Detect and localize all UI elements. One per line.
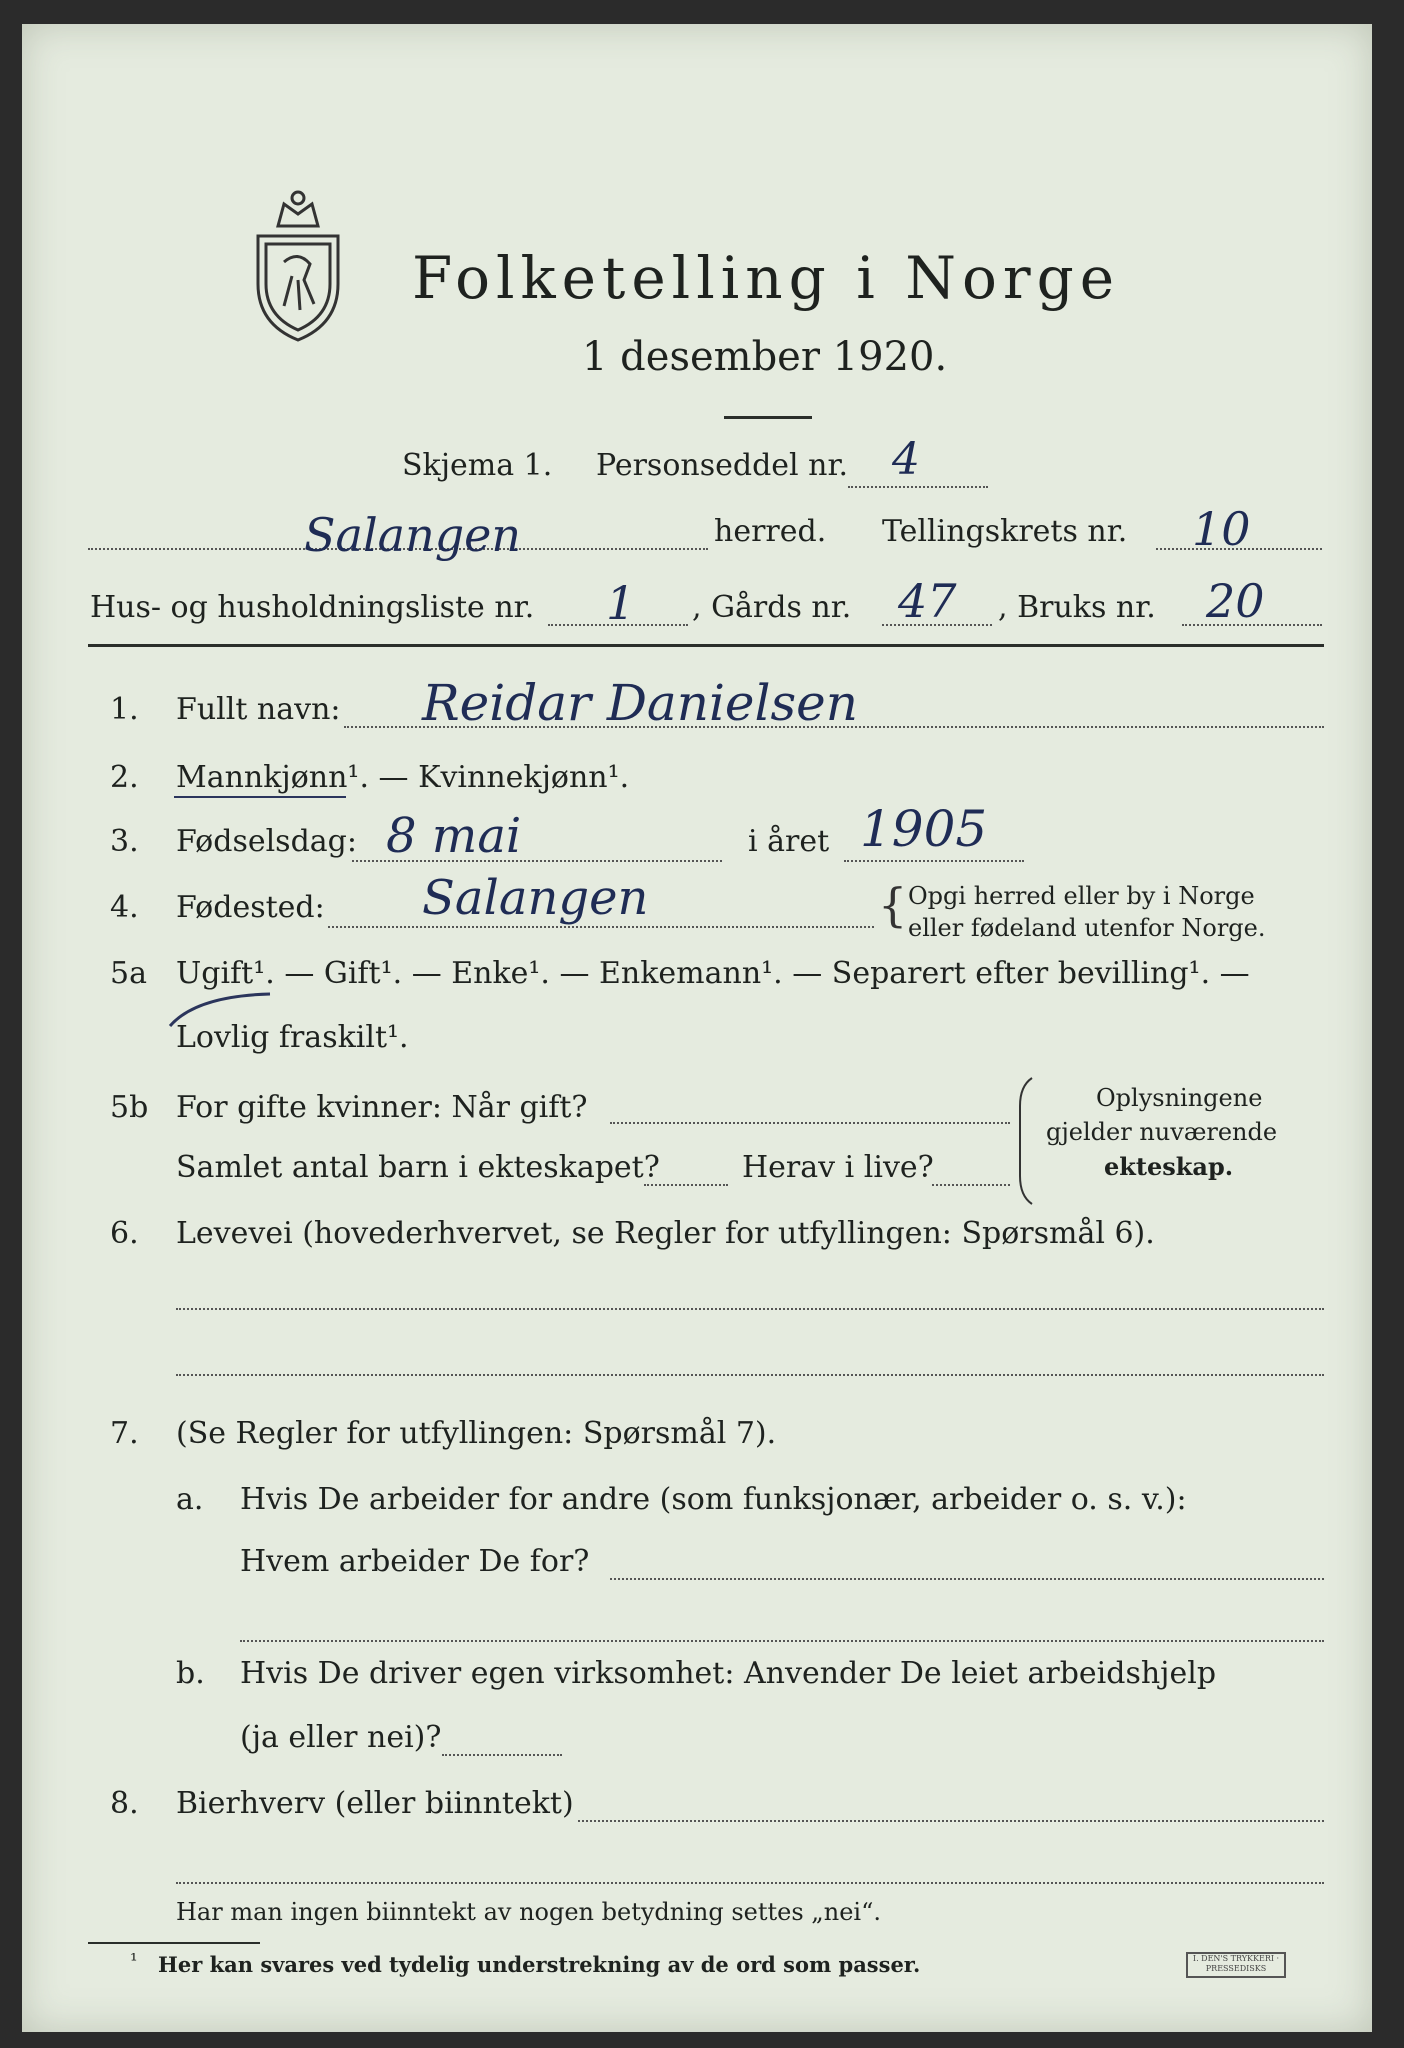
- bruks-label: , Bruks nr.: [998, 590, 1156, 625]
- personseddel-value: 4: [892, 434, 920, 485]
- q6-number: 6.: [110, 1216, 139, 1251]
- q2-underline-mannkjonn: [174, 796, 346, 798]
- q8-line2: [176, 1882, 1324, 1884]
- q7a-line1: Hvis De arbeider for andre (som funksjonær, arbeider o. s. v.):: [240, 1482, 1187, 1517]
- q2-label: Mannkjønn¹. — Kvinnekjønn¹.: [176, 760, 630, 795]
- q4-note-line2: eller fødeland utenfor Norge.: [908, 914, 1266, 942]
- q7b-number: b.: [176, 1656, 205, 1691]
- header-rule: [88, 644, 1324, 647]
- q7-label: (Se Regler for utfyllingen: Spørsmål 7).: [176, 1416, 777, 1451]
- title-divider: [724, 416, 812, 419]
- norway-coat-of-arms-icon: [244, 184, 352, 344]
- personseddel-line: [848, 486, 988, 488]
- q5a-line1: Ugift¹. — Gift¹. — Enke¹. — Enkemann¹. — Separert efter bevilling¹. —: [176, 956, 1250, 991]
- footnote-text: Her kan svares ved tydelig understrekning av de ord som passer.: [158, 1952, 921, 1977]
- bruks-value: 20: [1206, 574, 1265, 628]
- q7b-line1: Hvis De driver egen virksomhet: Anvender De leiet arbeidshjelp: [240, 1656, 1217, 1691]
- husliste-value: 1: [606, 576, 636, 630]
- q5b-label3: Herav i live?: [742, 1150, 934, 1185]
- q7b-line2: (ja eller nei)?: [240, 1720, 442, 1755]
- q7a-line2: Hvem arbeider De for?: [240, 1544, 590, 1579]
- q5b-when-line: [610, 1122, 1010, 1124]
- gards-label: , Gårds nr.: [692, 590, 852, 625]
- q4-value: Salangen: [422, 870, 649, 926]
- q1-value: Reidar Danielsen: [422, 674, 858, 732]
- q4-note-line1: Opgi herred eller by i Norge: [908, 882, 1255, 910]
- q5b-label1: For gifte kvinner: Når gift?: [176, 1090, 588, 1125]
- q5b-note-bracket: [1014, 1076, 1038, 1206]
- q8-label: Bierhverv (eller biinntekt): [176, 1786, 574, 1821]
- q5a-line2: Lovlig fraskilt¹.: [176, 1020, 409, 1055]
- q6-line2: [176, 1374, 1324, 1376]
- q5b-note-line2: gjelder nuværende: [1046, 1118, 1278, 1146]
- q7a-extra-line: [240, 1640, 1324, 1642]
- personseddel-label: Personseddel nr.: [596, 448, 849, 483]
- q8-note: Har man ingen biinntekt av nogen betydning settes „nei“.: [176, 1898, 881, 1926]
- q5b-label2: Samlet antal barn i ekteskapet?: [176, 1150, 660, 1185]
- q3-day-value: 8 mai: [386, 808, 522, 864]
- q4-note-brace: {: [878, 878, 908, 932]
- q2-number: 2.: [110, 760, 139, 795]
- q1-label: Fullt navn:: [176, 692, 341, 727]
- q7a-employer-line: [610, 1578, 1324, 1580]
- q6-line1: [176, 1308, 1324, 1310]
- q5b-alive-line: [932, 1184, 1010, 1186]
- gards-value: 47: [898, 574, 957, 628]
- footnote-number: ¹: [130, 1950, 138, 1972]
- husliste-label: Hus- og husholdningsliste nr.: [90, 590, 535, 625]
- schema-label: Skjema 1.: [402, 448, 553, 483]
- q6-label: Levevei (hovederhvervet, se Regler for utfyllingen: Spørsmål 6).: [176, 1216, 1155, 1251]
- herred-label: herred.: [714, 514, 827, 549]
- q7b-answer-line: [442, 1754, 562, 1756]
- q3-number: 3.: [110, 824, 139, 859]
- q3-year-line: [844, 860, 1024, 862]
- herred-value: Salangen: [304, 508, 521, 562]
- q3-label: Fødselsdag:: [176, 824, 357, 859]
- q8-number: 8.: [110, 1786, 139, 1821]
- q5b-number: 5b: [110, 1090, 149, 1125]
- q4-line: [328, 926, 874, 928]
- q5b-note-line3: ekteskap.: [1104, 1152, 1234, 1181]
- q5b-note-line1: Oplysningene: [1096, 1084, 1263, 1112]
- q3-year-value: 1905: [860, 800, 988, 858]
- q4-label: Fødested:: [176, 890, 325, 925]
- q1-number: 1.: [110, 692, 139, 727]
- q4-number: 4.: [110, 890, 139, 925]
- q7-number: 7.: [110, 1416, 139, 1451]
- tellingskrets-label: Tellingskrets nr.: [882, 514, 1128, 549]
- q5a-number: 5a: [110, 956, 147, 991]
- census-form: [22, 24, 1372, 2032]
- tellingskrets-value: 10: [1192, 502, 1251, 556]
- form-subtitle: 1 desember 1920.: [582, 334, 948, 380]
- q8-line1: [578, 1820, 1324, 1822]
- q3-year-label: i året: [748, 824, 830, 859]
- q7a-number: a.: [176, 1482, 204, 1517]
- footnote-rule: [88, 1942, 260, 1944]
- q5b-children-line: [644, 1184, 728, 1186]
- form-title: Folketelling i Norge: [412, 244, 1121, 312]
- printer-stamp: I. DEN'S TRYKKERI · PRESSEDISKS: [1186, 1952, 1286, 1978]
